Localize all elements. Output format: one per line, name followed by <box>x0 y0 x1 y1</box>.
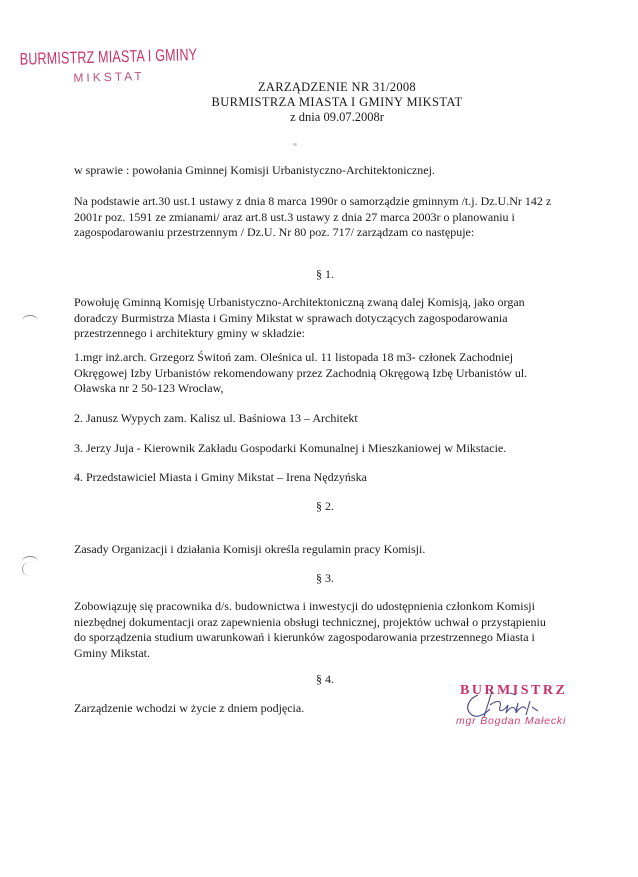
document-issuer: BURMISTRZA MIASTA I GMINY MIKSTAT <box>211 95 463 109</box>
member-item: 2. Janusz Wypych zam. Kalisz ul. Baśniowa 13 – Architekt <box>74 411 358 425</box>
section-2-text: Zasady Organizacji i działania Komisji określa regulamin pracy Komisji. <box>74 542 426 556</box>
stamp-line-2: MIKSTAT <box>73 69 145 85</box>
stamp-line-1: BURMISTRZ MIASTA I GMINY <box>19 45 198 69</box>
signature-title: BURMISTRZ <box>460 683 568 698</box>
document-date: z dnia 09.07.2008r <box>290 110 384 124</box>
signatory-name: mgr Bogdan Małecki <box>456 715 567 727</box>
member-item: 3. Jerzy Juja - Kierownik Zakładu Gospodarki Komunalnej i Mieszkaniowej w Mikstacie. <box>74 441 507 455</box>
punch-hole-mark <box>22 315 38 326</box>
document-header <box>0 80 638 125</box>
section-4-heading: § 4. <box>316 672 334 686</box>
section-1-heading: § 1. <box>316 267 334 281</box>
section-4-text: Zarządzenie wchodzi w życie z dniem podjęcia. <box>74 701 305 715</box>
section-1-text: Powołuję Gminną Komisję Urbanistyczno-Architektoniczną zwaną dalej Komisją, jako organ doradczy Burmistrza Miasta i Gminy Mikstat w sprawach dotyczących zagospodarowania przestrzennego i architektury gminy w składzie: <box>74 295 525 340</box>
scan-speck <box>293 143 297 146</box>
preamble-paragraph: Na podstawie art.30 ust.1 ustawy z dnia 8 marca 1990r o samorządzie gminnym /t.j. Dz.U.Nr 142 z 2001r poz. 1591 ze zmianami/ araz art.8 ust.3 ustawy z dnia 27 marca 2003r o planowaniu i zagospodarowaniu przestrzennym / Dz.U. Nr 80 poz. 717/ zarządzam co następuje: <box>74 194 552 239</box>
subject-line: w sprawie : powołania Gminnej Komisji Urbanistyczno-Architektonicznej. <box>74 163 435 177</box>
section-3-text: Zobowiązuję się pracownika d/s. budownictwa i inwestycji do udostępnienia członkom Komisji niezbędnej dokumentacji oraz zapewnienia obsługi technicznej, projektów uchwał o przystąpieniu do sporządzenia studium uwarunkowań i kierunków zagospodarowania przestrzennego Miasta i Gminy Mikstat. <box>74 599 546 660</box>
member-item: 4. Przedstawiciel Miasta i Gminy Mikstat – Irena Nędzyńska <box>74 470 367 484</box>
section-3-heading: § 3. <box>316 571 334 585</box>
member-item: 1.mgr inż.arch. Grzegorz Świtoń zam. Oleśnica ul. 11 listopada 18 m3- członek Zachodniej Okręgowej Izby Urbanistów rekomendowany przez Zachodnią Okręgową Izbę Urbanistów ul. Oławska nr 2 50-123 Wrocław, <box>74 350 528 395</box>
section-2-heading: § 2. <box>316 499 334 513</box>
document-title: ZARZĄDZENIE NR 31/2008 <box>258 80 416 94</box>
